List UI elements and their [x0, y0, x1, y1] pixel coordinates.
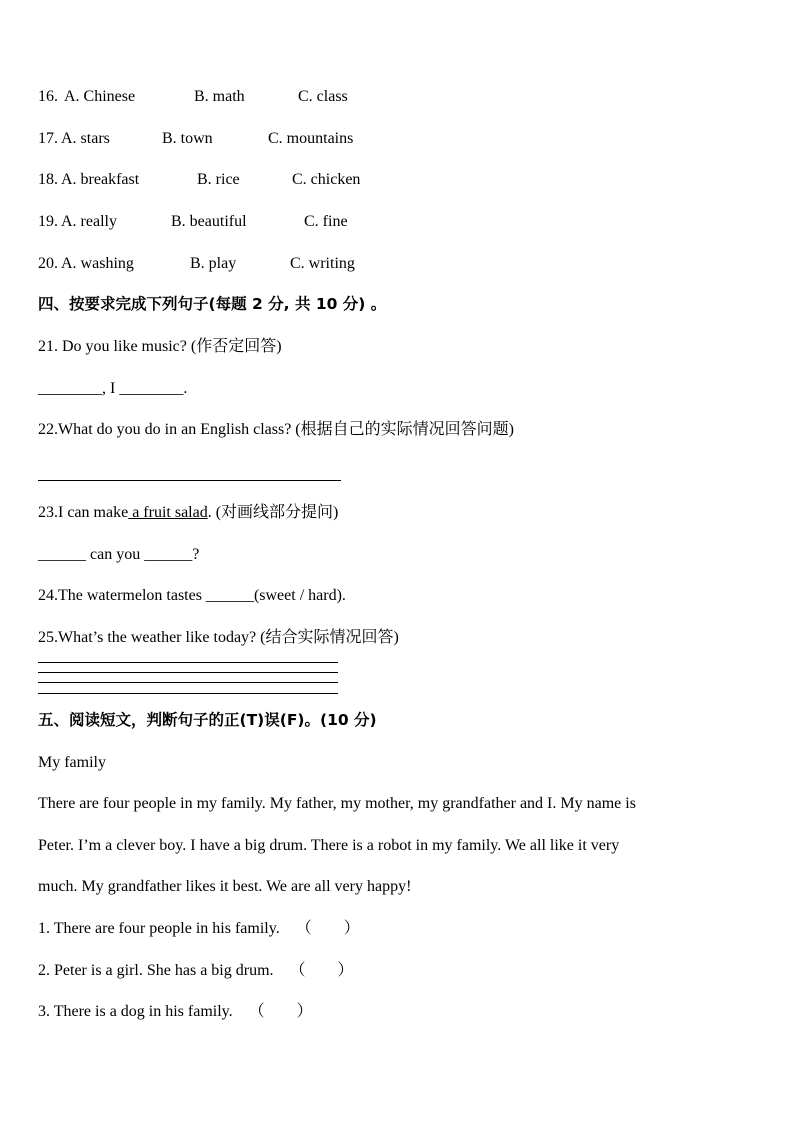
section-5-heading: 五、阅读短文，判断句子的正(T)误(F)。(10 分) — [38, 711, 377, 729]
answer-line — [38, 672, 338, 673]
choice-option-a: A. stars — [61, 130, 110, 147]
choice-option-c: C. chicken — [292, 171, 361, 188]
choice-option-c: C. writing — [290, 255, 355, 272]
question-23-prefix: 23.I can make — [38, 504, 129, 521]
answer-parentheses: （ ） — [295, 920, 360, 937]
section-4-heading: 四、按要求完成下列句子(每题 2 分, 共 10 分) 。 — [38, 295, 387, 313]
choice-option-c: C. class — [298, 88, 348, 105]
question-22: 22.What do you do in an English class? (根据自己的实际情况回答问题) — [38, 421, 514, 438]
passage-title: My family — [38, 754, 106, 771]
answer-parentheses: （ ） — [248, 1003, 313, 1020]
choice-number: 20. — [38, 255, 58, 272]
choice-option-b: B. math — [194, 88, 245, 105]
answer-blank-21: ________, I ________. — [38, 380, 188, 397]
choice-option-a: A. breakfast — [61, 171, 140, 188]
choice-option-b: B. town — [162, 130, 213, 147]
answer-blank-23: ______ can you ______? — [38, 546, 200, 563]
choice-option-a: A. washing — [61, 255, 134, 272]
passage-line: Peter. I’m a clever boy. I have a big drum. There is a robot in my family. We all like it very — [38, 837, 620, 854]
statement-text: 3. There is a dog in his family. — [38, 1003, 233, 1020]
answer-line — [38, 682, 338, 683]
answer-line — [38, 662, 338, 663]
passage-line: much. My grandfather likes it best. We are all very happy! — [38, 878, 412, 895]
question-23-suffix: . (对画线部分提问) — [207, 504, 339, 521]
statement-1 — [38, 919, 360, 939]
choice-option-b: B. play — [190, 255, 237, 272]
choice-option-c: C. mountains — [268, 130, 354, 147]
choice-option-b: B. beautiful — [171, 213, 247, 230]
statement-text: 2. Peter is a girl. She has a big drum. — [38, 962, 274, 979]
choice-option-a: A. really — [61, 213, 117, 230]
statement-2 — [38, 961, 354, 981]
statement-text: 1. There are four people in his family. — [38, 920, 280, 937]
question-21: 21. Do you like music? (作否定回答) — [38, 338, 282, 355]
choice-option-b: B. rice — [197, 171, 240, 188]
answer-line — [38, 693, 338, 694]
answer-line-22 — [38, 480, 341, 481]
choice-option-c: C. fine — [304, 213, 348, 230]
question-23 — [38, 503, 338, 523]
choice-number: 19. — [38, 213, 58, 230]
passage-line: There are four people in my family. My father, my mother, my grandfather and I. My name is — [38, 795, 636, 812]
choice-number: 18. — [38, 171, 58, 188]
underlined-phrase: a fruit salad — [128, 504, 208, 521]
choice-number: 16. — [38, 88, 58, 105]
choice-number: 17. — [38, 130, 58, 147]
choice-option-a: A. Chinese — [64, 88, 136, 105]
answer-parentheses: （ ） — [289, 962, 354, 979]
question-24: 24.The watermelon tastes ______(sweet / hard). — [38, 587, 346, 604]
question-25: 25.What’s the weather like today? (结合实际情况回答) — [38, 629, 399, 646]
statement-3 — [38, 1002, 313, 1022]
